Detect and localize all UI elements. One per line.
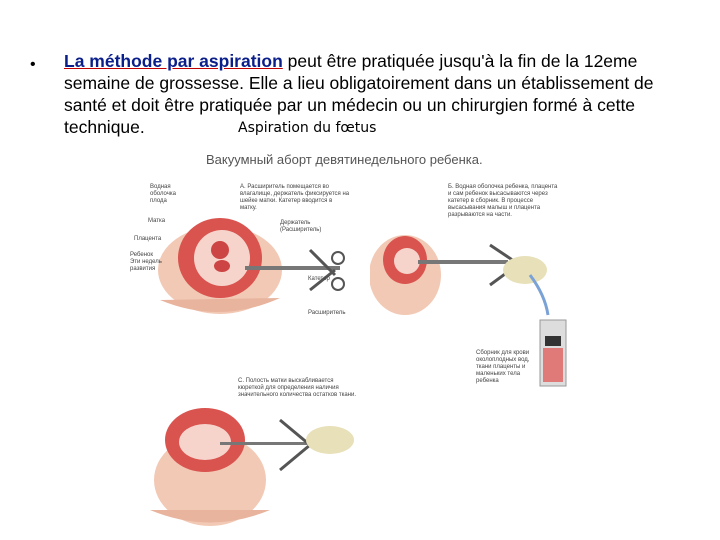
label-panel-c: С. Полость матки выскабливается кюреткой для определения наличия значительного количества остатков ткани. xyxy=(238,378,357,398)
label-panel-a: А. Расширитель помещается во влагалище, держатель фиксируется на шейке матки. Катетер вводится в матку. xyxy=(240,184,350,211)
medical-illustration xyxy=(130,140,560,535)
label-collector: Сборник для крови околоплодных вод, ткани плаценты и маленьких тела ребенка xyxy=(476,350,530,384)
paragraph-lead: La méthode par aspiration xyxy=(64,51,283,71)
collector-jar-drawing xyxy=(538,318,568,388)
label-placenta: Плацента xyxy=(134,236,162,242)
label-panel-b: Б. Водная оболочка ребенка, плацента и сам ребенок высасываются через катетер в сборник. В процессе высасывания малыш и плацента разрываются на части. xyxy=(448,184,558,218)
label-dilator: Расширитель xyxy=(308,310,346,316)
label-catheter: Катетер xyxy=(308,276,330,282)
label-uterus: Матка xyxy=(148,218,166,224)
bullet-marker: • xyxy=(30,56,36,73)
paragraph-text: peut être pratiquée jusqu'à la fin de la 12eme semaine de grossesse. Elle a lieu obligatoirement dans un établissement de santé et doit être pratiquée par un médecin ou un chirurgien formé à cette technique. xyxy=(64,51,654,137)
figure-title: Вакуумный аборт девятинедельного ребенка. xyxy=(206,152,483,167)
panel-c-drawing xyxy=(150,400,380,535)
image-caption: Aspiration du fœtus xyxy=(238,120,377,136)
label-holder: Держатель (Расширитель) xyxy=(280,220,322,233)
panel-b-drawing xyxy=(370,205,560,325)
label-fetus: Ребенок Эти недель развития xyxy=(130,252,162,272)
label-amniotic: Водная оболочка плода xyxy=(150,184,176,204)
